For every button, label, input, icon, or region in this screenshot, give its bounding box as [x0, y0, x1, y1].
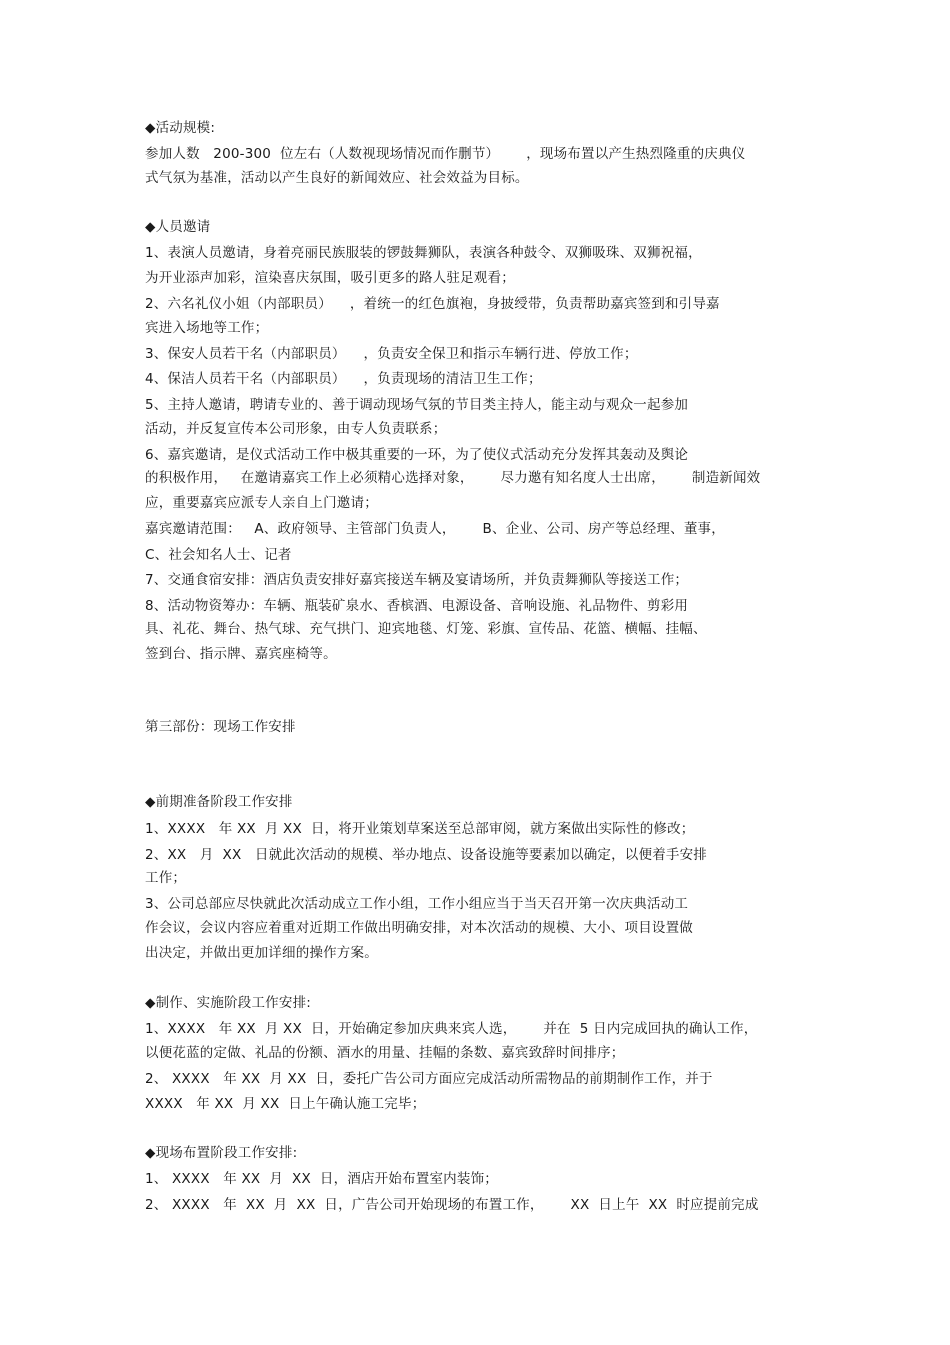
text-line: 3、公司总部应尽快就此次活动成立工作小组，工作小组应当于当天召开第一次庆典活动工 — [145, 896, 689, 912]
section-heading-invitation: ◆人员邀请 — [145, 219, 211, 235]
text-line: 参加人数 200-300 位左右（人数视现场情况而作删节） ，现场布置以产生热烈隆重的庆典仪 — [145, 146, 746, 162]
text-line: 宾进入场地等工作； — [145, 320, 269, 336]
text-line: 嘉宾邀请范围： A、政府领导、主管部门负责人， B、企业、公司、房产等总经理、董事， — [145, 521, 725, 537]
text-line: C、社会知名人士、记者 — [145, 547, 292, 563]
text-line: 6、嘉宾邀请，是仪式活动工作中极其重要的一环，为了使仪式活动充分发挥其轰动及舆论 — [145, 447, 689, 463]
text-line: 为开业添声加彩，渲染喜庆氛围，吸引更多的路人驻足观看； — [145, 270, 515, 286]
text-line: 1、XXXX 年 XX 月 XX 日，将开业策划草案送至总部审阅，就方案做出实际性的修改； — [145, 821, 695, 837]
text-line: 作会议，会议内容应着重对近期工作做出明确安排，对本次活动的规模、大小、项目设置做 — [145, 920, 693, 936]
text-line: 2、六名礼仪小姐（内部职员） ，着统一的红色旗袍，身披绶带，负责帮助嘉宾签到和引导嘉 — [145, 296, 720, 312]
section-heading-scale: ◆活动规模: — [145, 120, 216, 136]
text-line: 活动，并反复宣传本公司形象，由专人负责联系； — [145, 421, 447, 437]
text-line: 5、主持人邀请，聘请专业的、善于调动现场气氛的节目类主持人，能主动与观众一起参加 — [145, 397, 689, 413]
text-line: 具、礼花、舞台、热气球、充气拱门、迎宾地毯、灯笼、彩旗、宣传品、花篮、横幅、挂幅、 — [145, 621, 707, 637]
part-title: 第三部份：现场工作安排 — [145, 719, 296, 735]
text-line: 式气氛为基准，活动以产生良好的新闻效应、社会效益为目标。 — [145, 170, 529, 186]
text-line: 2、XX 月 XX 日就此次活动的规模、举办地点、设备设施等要素加以确定，以便着手安排 — [145, 847, 708, 863]
text-line: 7、交通食宿安排：酒店负责安排好嘉宾接送车辆及宴请场所，并负责舞狮队等接送工作； — [145, 572, 689, 588]
text-line: 2、 XXXX 年 XX 月 XX 日，委托广告公司方面应完成活动所需物品的前期制作工作，并于 — [145, 1071, 713, 1087]
text-line: 应，重要嘉宾应派专人亲自上门邀请； — [145, 495, 378, 511]
section-heading-production: ◆制作、实施阶段工作安排: — [145, 995, 312, 1011]
text-line: 的积极作用， 在邀请嘉宾工作上必须精心选择对象， 尽力邀有知名度人士出席， 制造新闻效 — [145, 470, 761, 486]
text-line: 1、表演人员邀请，身着亮丽民族服装的锣鼓舞狮队，表演各种鼓令、双狮吸珠、双狮祝福， — [145, 245, 702, 261]
section-heading-setup: ◆现场布置阶段工作安排: — [145, 1145, 298, 1161]
text-line: 以便花蓝的定做、礼品的份额、酒水的用量、挂幅的条数、嘉宾致辞时间排序； — [145, 1045, 625, 1061]
text-line: XXXX 年 XX 月 XX 日上午确认施工完毕； — [145, 1096, 426, 1112]
text-line: 8、活动物资筹办：车辆、瓶装矿泉水、香槟酒、电源设备、音响设施、礼品物件、剪彩用 — [145, 598, 689, 614]
text-line: 1、XXXX 年 XX 月 XX 日，开始确定参加庆典来宾人选， 并在 5 日内完成回执的确认工作， — [145, 1021, 758, 1037]
text-line: 2、 XXXX 年 XX 月 XX 日，广告公司开始现场的布置工作， XX 日上午 XX 时应提前完成 — [145, 1197, 759, 1213]
text-line: 签到台、指示牌、嘉宾座椅等。 — [145, 646, 337, 662]
text-line: 出决定，并做出更加详细的操作方案。 — [145, 945, 378, 961]
text-line: 1、 XXXX 年 XX 月 XX 日，酒店开始布置室内装饰； — [145, 1171, 498, 1187]
text-line: 3、保安人员若干名（内部职员） ，负责安全保卫和指示车辆行进、停放工作； — [145, 346, 638, 362]
section-heading-preparation: ◆前期准备阶段工作安排 — [145, 794, 293, 810]
text-line: 工作； — [145, 870, 187, 886]
text-line: 4、保洁人员若干名（内部职员） ，负责现场的清洁卫生工作； — [145, 371, 542, 387]
